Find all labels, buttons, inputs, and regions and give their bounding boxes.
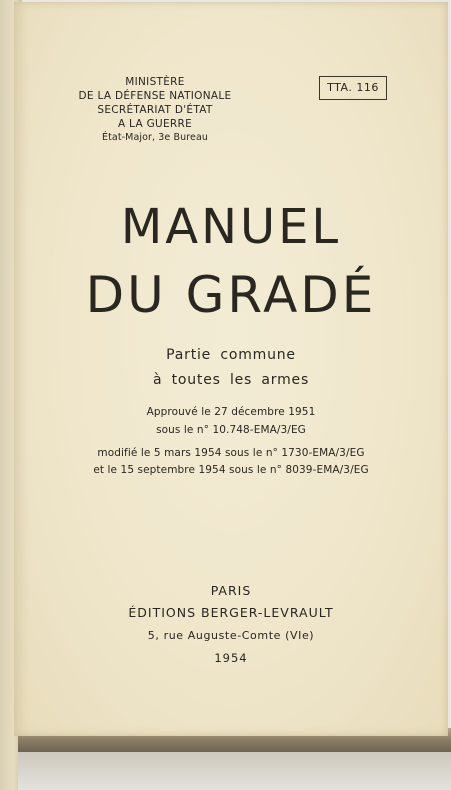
ministry-line: MINISTÈRE [125, 76, 185, 88]
ministry-header [50, 75, 260, 145]
title-page [14, 2, 448, 736]
ministry-line: A LA GUERRE [117, 118, 193, 130]
publisher-city: PARIS [210, 583, 252, 598]
background-surface [18, 752, 451, 790]
ministry-line: SECRÉTARIAT D'ÉTAT [97, 104, 213, 116]
subtitle-line-1: Partie commune [166, 347, 296, 363]
publisher-address: 5, rue Auguste-Comte (VIe) [147, 629, 315, 642]
title-line-2: DU GRADÉ [85, 266, 377, 324]
approval-line-4: et le 15 septembre 1954 sous le n° 8039-EMA/3/EG [93, 464, 369, 476]
title-line-1: MANUEL [120, 199, 342, 255]
ministry-bureau: État-Major, 3e Bureau [101, 132, 209, 143]
approval-line-2: sous le n° 10.748-EMA/3/EG [156, 424, 306, 436]
ministry-line: DE LA DÉFENSE NATIONALE [78, 90, 232, 102]
approval-line-1: Approuvé le 27 décembre 1951 [146, 406, 316, 418]
approval-line-3: modifié le 5 mars 1954 sous le n° 1730-EMA/3/EG [97, 447, 365, 459]
reference-box: TTA. 116 [319, 76, 387, 100]
subtitle-line-2: à toutes les armes [152, 372, 310, 388]
publication-year: 1954 [214, 651, 248, 665]
publisher-name: ÉDITIONS BERGER-LEVRAULT [128, 605, 334, 620]
